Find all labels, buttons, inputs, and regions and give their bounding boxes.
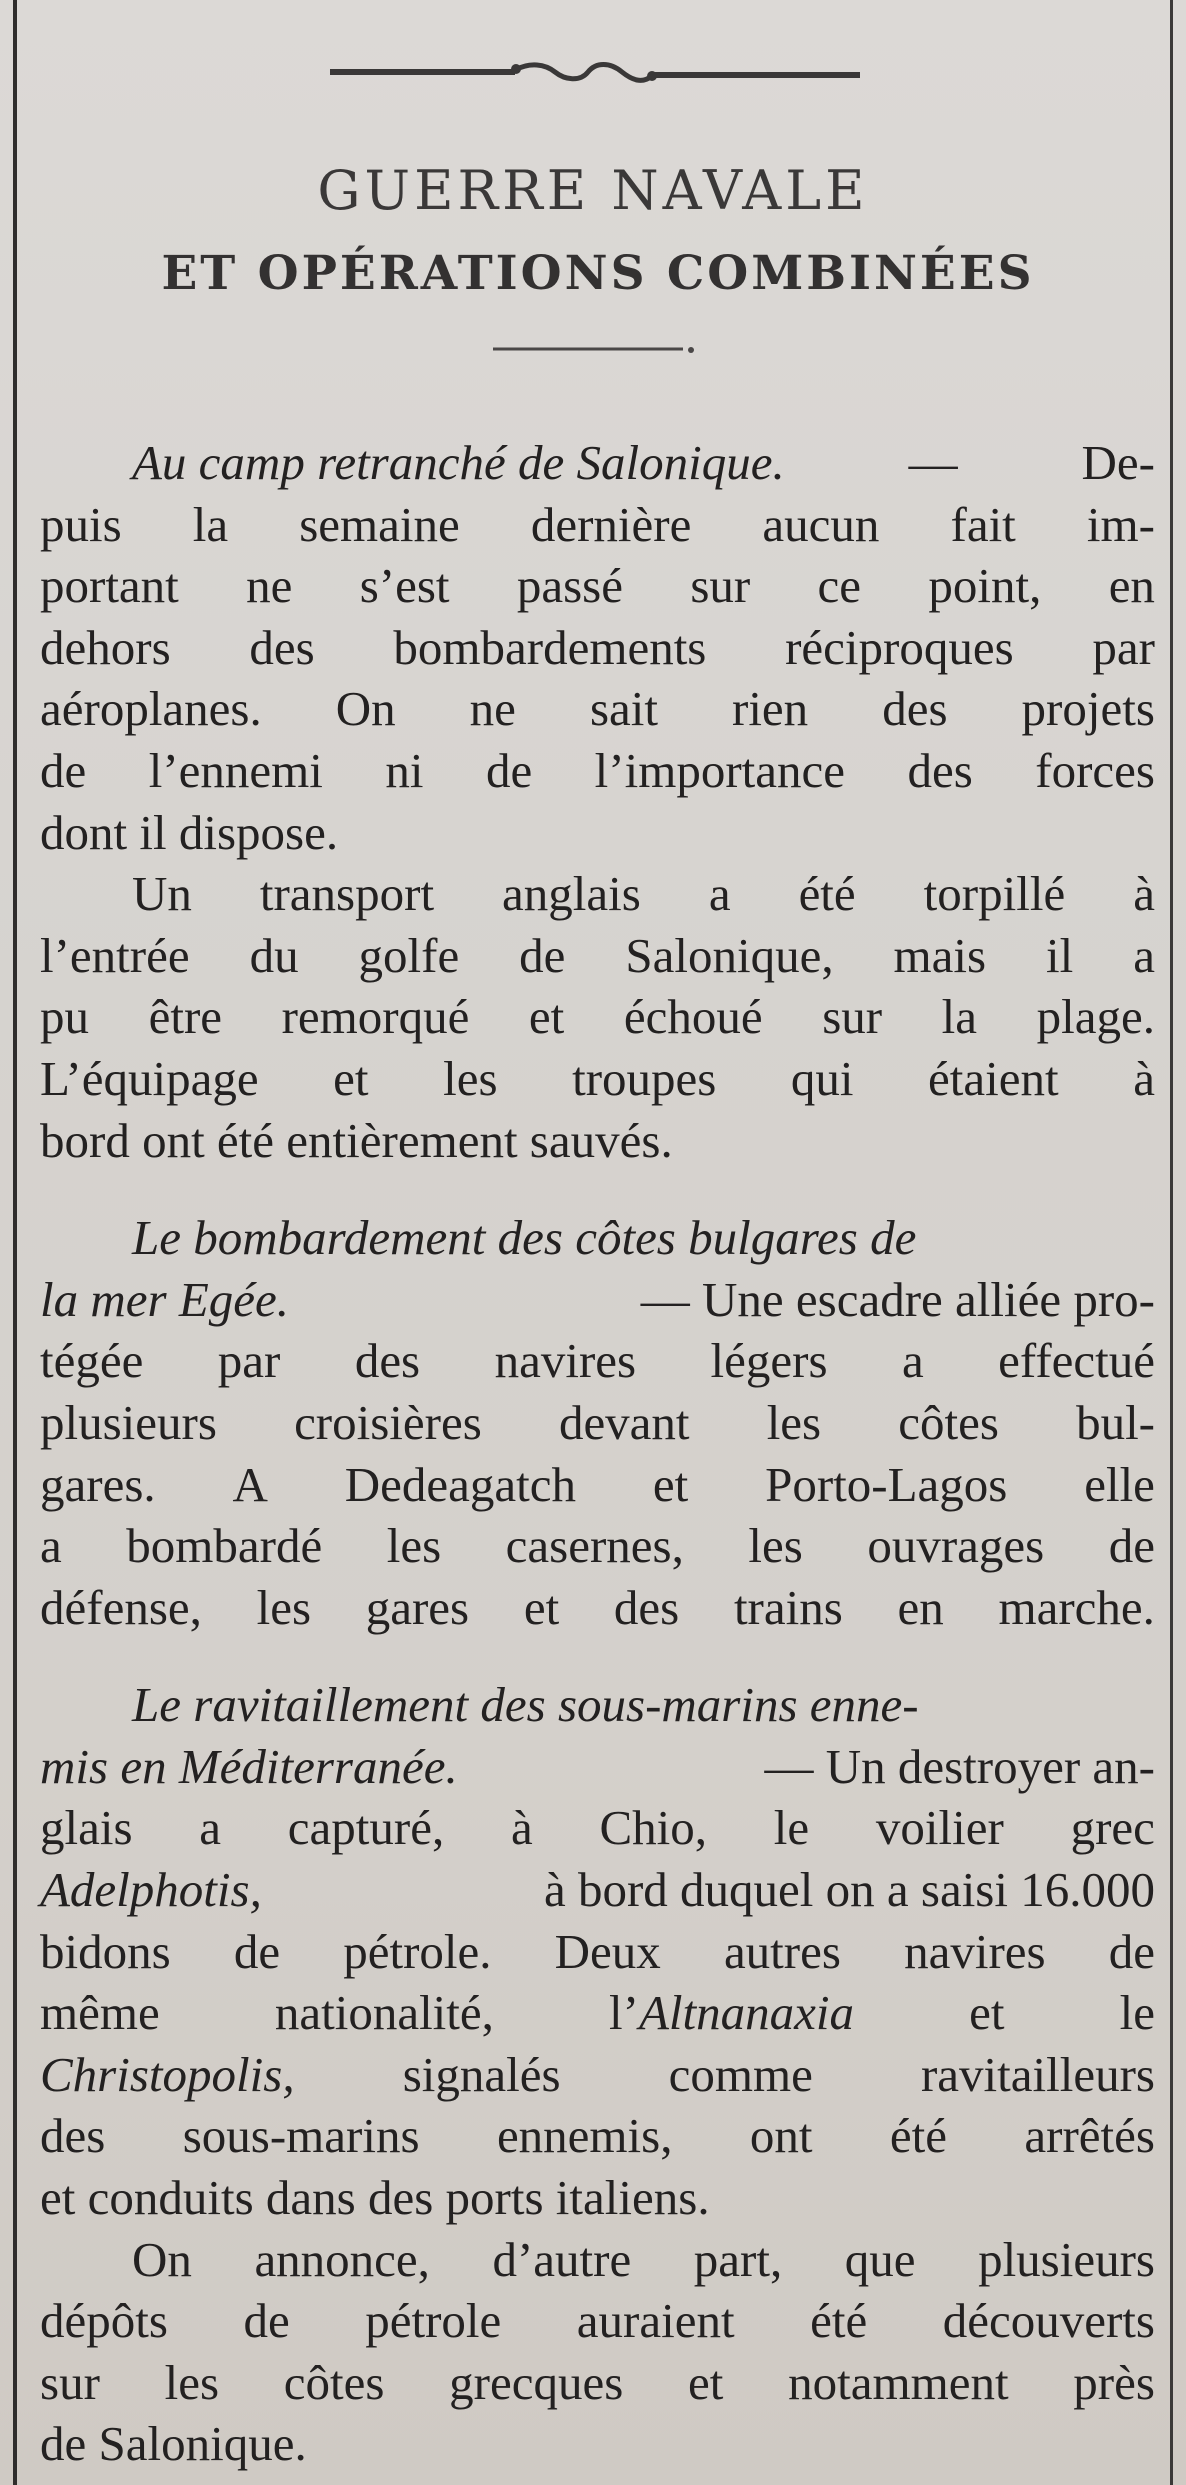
section-lead: Au camp retranché de Salonique. bbox=[132, 435, 785, 490]
text-line: dépôts de pétrole auraient été découverts bbox=[40, 2293, 1155, 2349]
text-line: Christopolis, signalés comme ravitailleurs bbox=[40, 2044, 1155, 2106]
paragraph-ravitaillement bbox=[40, 1674, 1155, 2228]
paragraph-bombardement bbox=[40, 1207, 1155, 1638]
text-line: pu être remorqué et échoué sur la plage. bbox=[40, 989, 1155, 1045]
text-line: sur les côtes grecques et notamment près bbox=[40, 2354, 1155, 2410]
headline-line-2: ET OPÉRATIONS COMBINÉES bbox=[161, 246, 1035, 301]
text-line: puis la semaine dernière aucun fait im- bbox=[40, 496, 1155, 552]
text-line: dehors des bombardements réciproques par bbox=[40, 619, 1155, 675]
section-lead: mis en Méditerranée. bbox=[40, 1738, 458, 1794]
ornament-scroll-rule-icon bbox=[330, 56, 860, 88]
paragraph-salonique bbox=[40, 432, 1155, 863]
text-line: et conduits dans des ports italiens. bbox=[40, 2170, 710, 2226]
text-line: de Salonique. bbox=[40, 2416, 307, 2472]
text-line: Un transport anglais a été torpillé à bbox=[132, 866, 1155, 922]
text-line bbox=[40, 1207, 1155, 1269]
text-line: mis en Méditerranée. — Un destroyer an- bbox=[40, 1736, 1155, 1798]
text-line: a bombardé les casernes, les ouvrages de bbox=[40, 1518, 1155, 1574]
text-line: dont il dispose. bbox=[40, 804, 339, 860]
text-line: Au camp retranché de Salonique. — De- bbox=[132, 435, 1155, 490]
column-rule-right bbox=[1170, 0, 1173, 2485]
text-line: même nationalité, l’Altnanaxia et le bbox=[40, 1985, 1155, 2041]
paragraph-transport bbox=[40, 863, 1155, 1171]
text-line: aéroplanes. On ne sait rien des projets bbox=[40, 681, 1155, 737]
paragraph-depots bbox=[40, 2229, 1155, 2475]
text-line: plusieurs croisières devant les côtes bul- bbox=[40, 1394, 1155, 1450]
section-lead: Le ravitaillement des sous-marins enne- bbox=[132, 1677, 919, 1733]
paragraph-gap bbox=[40, 1638, 1155, 1674]
text-line: l’entrée du golfe de Salonique, mais il a bbox=[40, 927, 1155, 983]
text-line: de l’ennemi ni de l’importance des forces bbox=[40, 742, 1155, 798]
text-line: glais a capturé, à Chio, le voilier grec bbox=[40, 1800, 1155, 1856]
text-line: portant ne s’est passé sur ce point, en bbox=[40, 558, 1155, 614]
section-lead: la mer Egée. bbox=[40, 1271, 289, 1327]
section-lead: Le bombardement des côtes bulgares de bbox=[132, 1210, 917, 1266]
paragraph-gap bbox=[40, 1171, 1155, 1207]
text-line bbox=[40, 1674, 1155, 1736]
text-line: tégée par des navires légers a effectué bbox=[40, 1333, 1155, 1389]
text-line: On annonce, d’autre part, que plusieurs bbox=[132, 2231, 1155, 2287]
text-line: la mer Egée. — Une escadre alliée pro- bbox=[40, 1269, 1155, 1331]
headline-line-1: GUERRE NAVALE bbox=[317, 159, 869, 222]
separator-rule-icon bbox=[493, 344, 703, 354]
ship-name: Adelphotis, bbox=[40, 1862, 262, 1918]
text-line: des sous-marins ennemis, ont été arrêtés bbox=[40, 2108, 1155, 2164]
text-line: gares. A Dedeagatch et Porto-Lagos elle bbox=[40, 1456, 1155, 1512]
ship-name: Altnanaxia bbox=[638, 1985, 854, 2041]
column-rule-left bbox=[13, 0, 17, 2485]
article-body bbox=[40, 432, 1155, 2475]
ship-name: Christopolis, bbox=[40, 2046, 295, 2102]
text-line: Adelphotis, à bord duquel on a saisi 16.000 bbox=[40, 1859, 1155, 1921]
text-line: bord ont été entièrement sauvés. bbox=[40, 1112, 673, 1168]
text-line: défense, les gares et des trains en marche. bbox=[40, 1579, 1155, 1635]
text-line: L’équipage et les troupes qui étaient à bbox=[40, 1050, 1155, 1106]
text-line: bidons de pétrole. Deux autres navires de bbox=[40, 1923, 1155, 1979]
